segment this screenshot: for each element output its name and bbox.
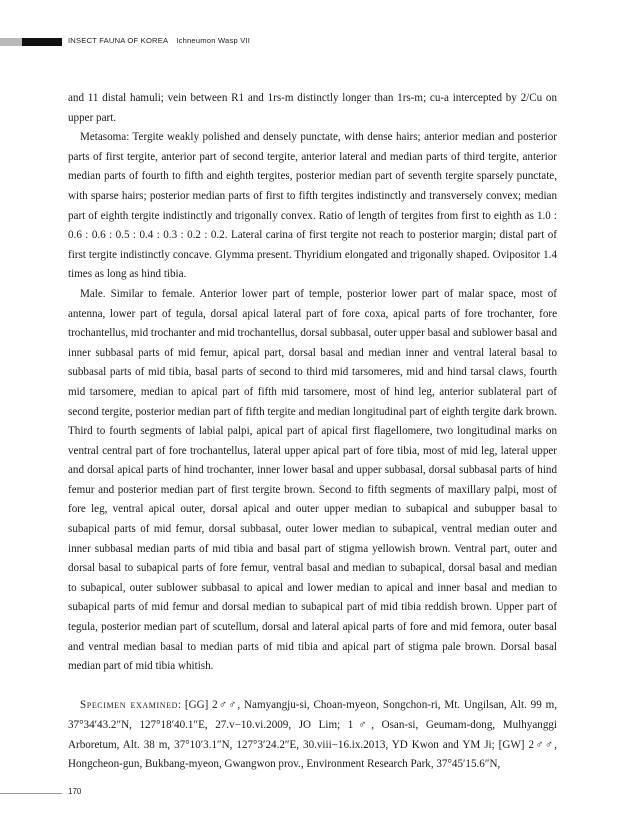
paragraph-specimen-examined	[68, 696, 557, 774]
header-gray-bar	[0, 38, 22, 46]
specimen-heading: Specimen examined	[80, 699, 178, 712]
header-black-bar	[22, 38, 62, 46]
footer-rule	[0, 793, 62, 794]
running-header	[68, 36, 250, 45]
paragraph-male: Male. Similar to female. Anterior lower part of temple, posterior lower part of malar space, most of antenna, lower part of tegula, dorsal apical lateral part of fore coxa, apical parts of fore trochanter, fore trochantellus, mid trochanter and mid trochantellus, dorsal subbasal, outer upper basal and sublower basal and inner subbasal parts of mid femur, apical part, dorsal basal and median inner and ventral lateral basal to subbasal parts of mid tibia, basal parts of second to third mid tarsomeres, mid and hind tarsal claws, fourth mid tarsomere, median to apical part of fifth mid tarsomere, most of hind leg, anterior sublateral part of second tergite, posterior median part of fifth tergite and median longitudinal part of eighth tergite dark brown. Third to fourth segments of labial palpi, apical part of apical first flagellomere, two longitudinal marks on ventral central part of fore trochantellus, lateral upper apical part of fore tibia, most of mid leg, lateral upper and dorsal apical parts of hind trochanter, inner lower basal and upper subbasal, dorsal subbasal parts of hind femur and posterior median part of first tergite brown. Second to fifth segments of maxillary palpi, most of fore leg, ventral apical outer, dorsal apical and outer upper median to subapical and subupper basal to subapical parts of mid femur, dorsal subbasal, outer lower median to subapical, ventral median outer and inner subbasal median parts of mid tibia and basal part of stigma yellowish brown. Ventral part, outer and dorsal basal to subapical parts of fore femur, ventral basal and median to subapical, dorsal basal and median to subapical, outer sublower subbasal to apical and lower median to apical and inner basal and median to subapical parts of mid femur and dorsal median to subapical part of mid tibia reddish brown. Upper part of tegula, posterior median part of scutellum, dorsal and lateral apical parts of fore and mid femora, outer basal and ventral median basal to median parts of mid tibia and apical part of stigma pale brown. Dorsal basal median part of mid tibia whitish.	[68, 287, 557, 673]
main-text	[68, 89, 557, 775]
paragraph-metasoma: Metasoma: Tergite weakly polished and densely punctate, with dense hairs; anterior median and posterior parts of first tergite, anterior part of second tergite, anterior lateral and median parts of third tergite, anterior median parts of fourth to fifth and eighth tergites, posterior median part of seventh tergite sparsely punctate, with sparse hairs; posterior median parts of first to fifth tergites indistinctly and transversely convex; median part of eighth tergite indistinctly and trigonally convex. Ratio of length of tergites from first to eighth as 1.0 : 0.6 : 0.6 : 0.5 : 0.4 : 0.3 : 0.2 : 0.2. Lateral carina of first tergite not reach to posterior margin; distal part of first tergite indistinctly concave. Glymma present. Thyridium elongated and trigonally shaped. Ovipositor 1.4 times as long as hind tibia.	[68, 131, 557, 281]
running-header-subtitle: Ichneumon Wasp VII	[176, 36, 251, 45]
page-number: 170	[68, 787, 82, 796]
running-header-title: INSECT FAUNA OF KOREA	[68, 36, 169, 45]
specimen-text: : [GG] 2♂♂, Namyangju-si, Choan-myeon, Songchon-ri, Mt. Ungilsan, Alt. 99 m, 37°34′43.2″N, 127°18′40.1″E, 27.v−10.vi.2009, JO Lim; 1♂, Osan-si, Geumam-dong, Mulhyanggi Arboretum, Alt. 38 m, 37°10′3.1″N, 127°3′24.2″E, 30.viii−16.ix.2013, YD Kwon and YM Ji; [GW] 2♂♂, Hongcheon-gun, Bukbang-myeon, Gwangwon prov., Environment Research Park, 37°45′15.6″N,	[68, 699, 557, 771]
paragraph-wing-continuation: and 11 distal hamuli; vein between R1 and 1rs-m distinctly longer than 1rs-m; cu-a intercepted by 2/Cu on upper part.	[68, 92, 557, 124]
